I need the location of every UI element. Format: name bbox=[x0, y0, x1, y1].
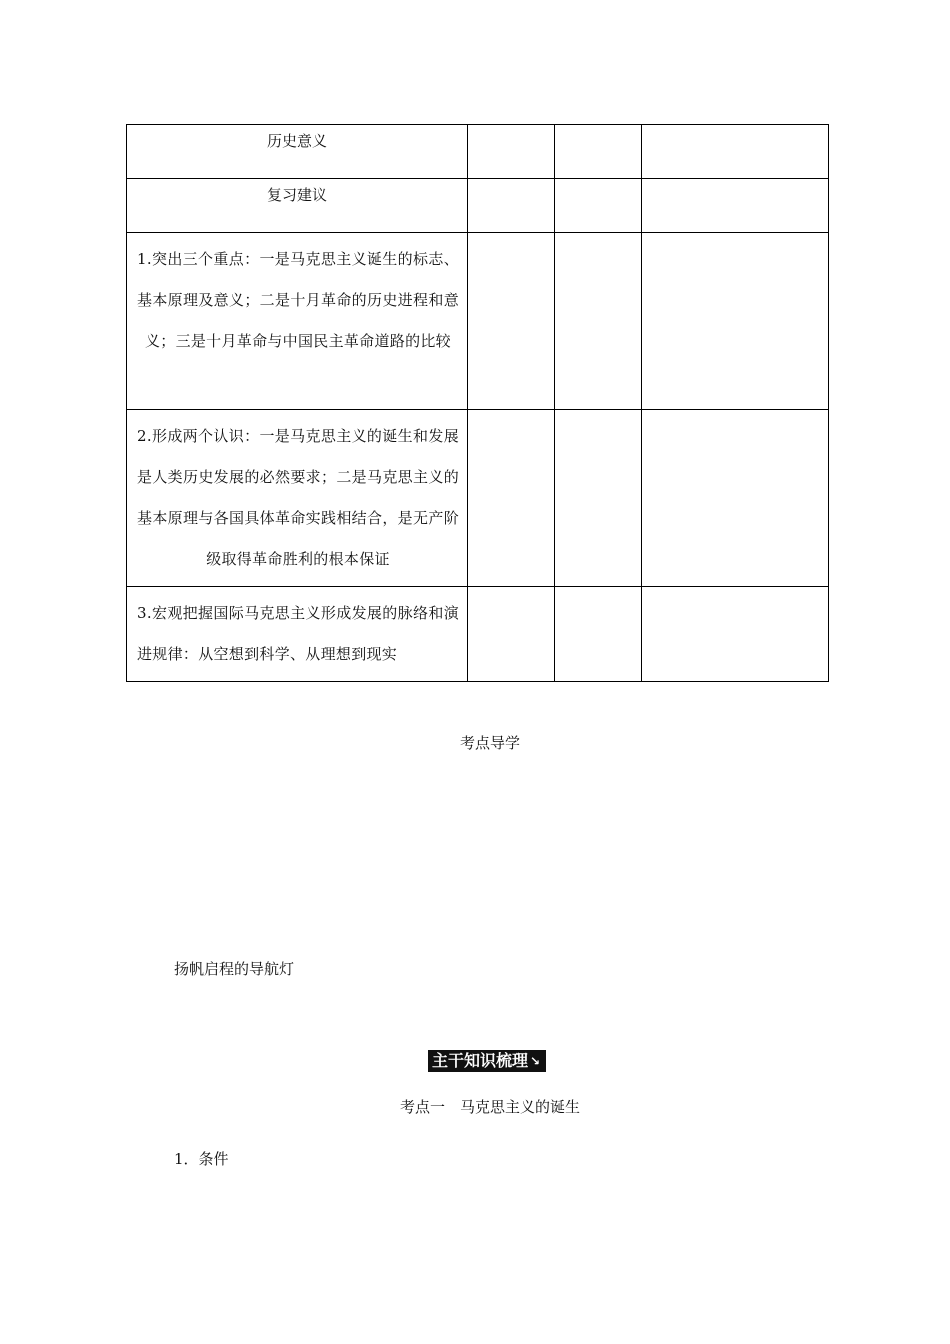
table-cell bbox=[555, 587, 642, 682]
table-cell-historical-significance: 历史意义 bbox=[127, 125, 468, 179]
section-title: 考点导学 bbox=[459, 734, 520, 752]
key-knowledge-badge bbox=[428, 1050, 546, 1072]
arrow-down-right-icon: ↘ bbox=[530, 1054, 541, 1068]
table-cell bbox=[642, 125, 829, 179]
review-table bbox=[126, 124, 829, 682]
table-cell bbox=[555, 179, 642, 233]
table-cell bbox=[642, 233, 829, 410]
table-cell bbox=[468, 410, 555, 587]
table-cell bbox=[642, 410, 829, 587]
table-cell-suggestion-1: 1.突出三个重点：一是马克思主义诞生的标志、基本原理及意义；二是十月革命的历史进程和意义；三是十月革命与中国民主革命道路的比较 bbox=[127, 233, 468, 410]
table-cell bbox=[468, 125, 555, 179]
table-cell bbox=[555, 233, 642, 410]
subtitle: 扬帆启程的导航灯 bbox=[174, 960, 295, 978]
table-cell bbox=[555, 410, 642, 587]
table-cell bbox=[468, 179, 555, 233]
table-row bbox=[127, 179, 829, 233]
table-cell bbox=[642, 179, 829, 233]
table-cell-suggestion-2: 2.形成两个认识：一是马克思主义的诞生和发展是人类历史发展的必然要求；二是马克思主义的基本原理与各国具体革命实践相结合，是无产阶级取得革命胜利的根本保证 bbox=[127, 410, 468, 587]
badge-label: 主干知识梳理 bbox=[432, 1051, 529, 1070]
table-row bbox=[127, 410, 829, 587]
list-item-conditions: 1．条件 bbox=[174, 1150, 229, 1168]
table-cell-suggestion-3: 3.宏观把握国际马克思主义形成发展的脉络和演进规律：从空想到科学、从理想到现实 bbox=[127, 587, 468, 682]
table-cell-review-suggestions: 复习建议 bbox=[127, 179, 468, 233]
table-cell bbox=[468, 587, 555, 682]
topic-title: 考点一 马克思主义的诞生 bbox=[399, 1098, 580, 1116]
table-row bbox=[127, 587, 829, 682]
table-cell bbox=[642, 587, 829, 682]
table-cell bbox=[555, 125, 642, 179]
table-row bbox=[127, 233, 829, 410]
table-cell bbox=[468, 233, 555, 410]
table-row bbox=[127, 125, 829, 179]
